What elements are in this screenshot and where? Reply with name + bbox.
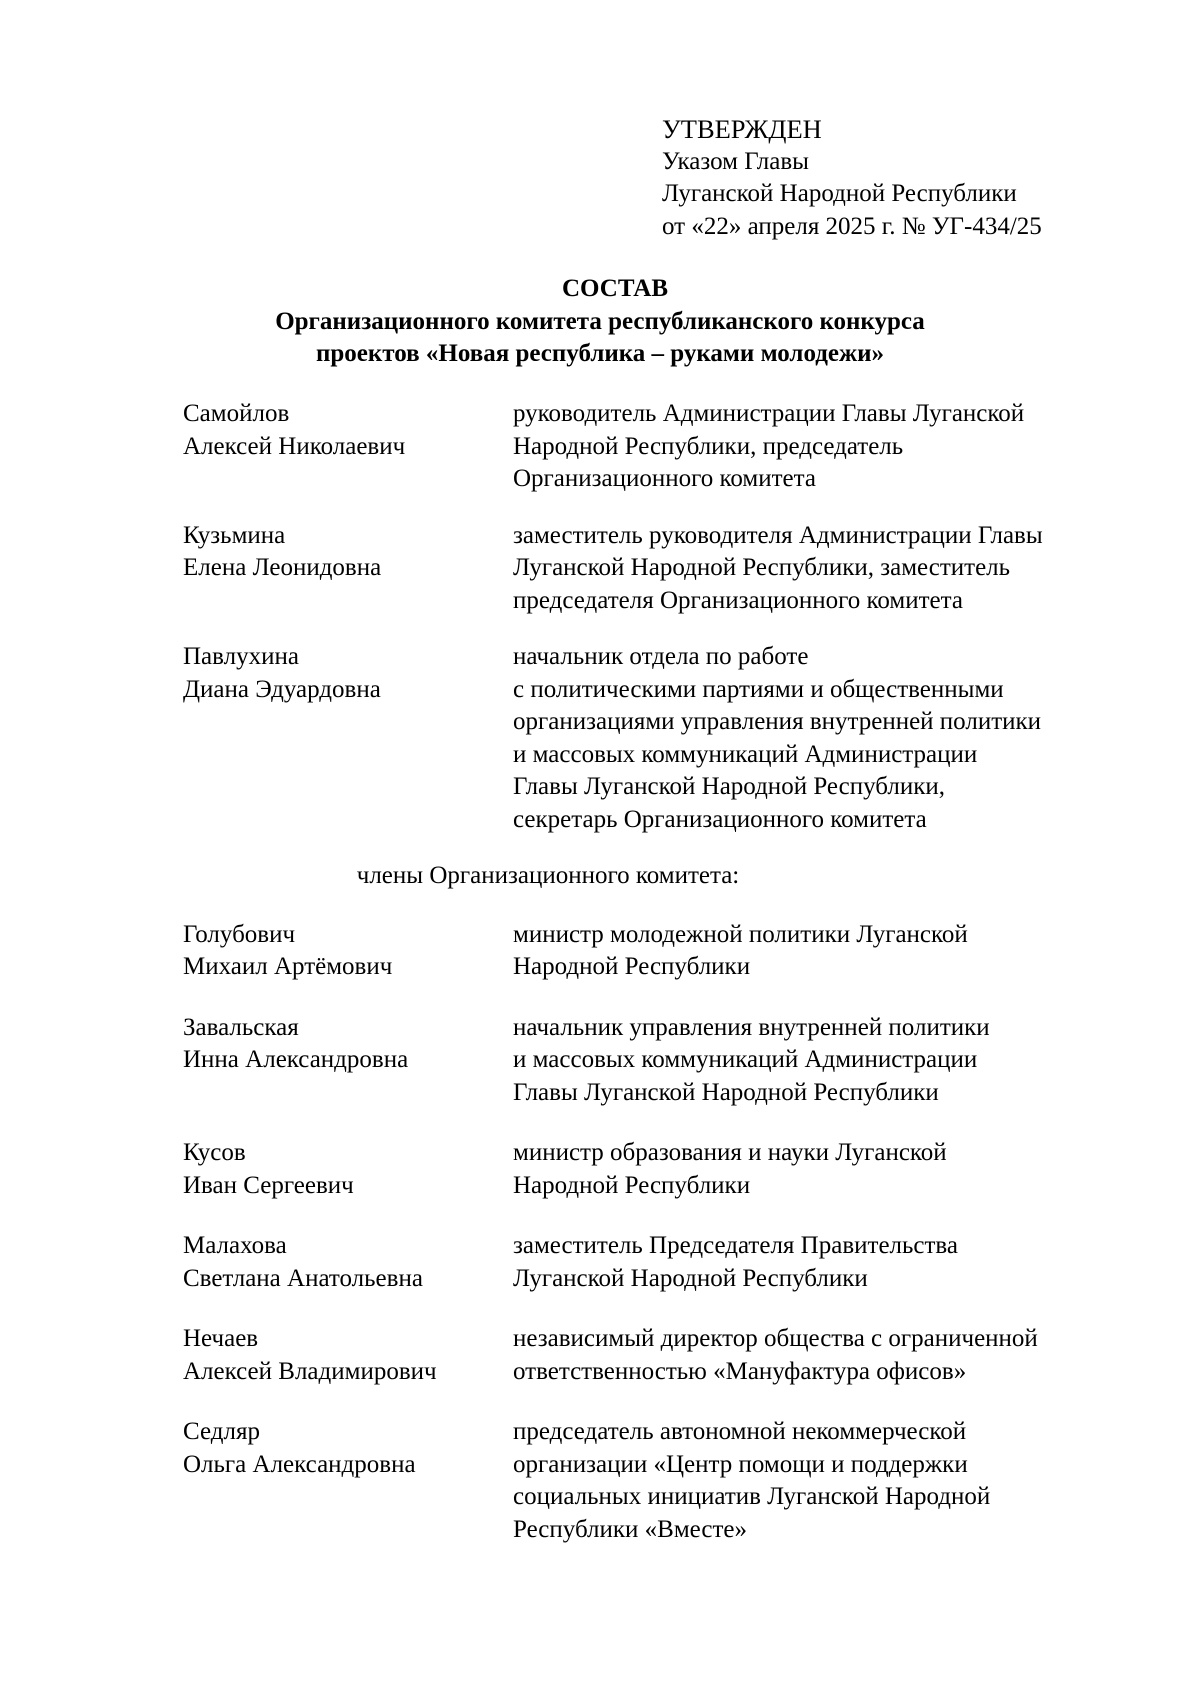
member-given-name: Инна Александровна (183, 1046, 409, 1073)
committee-member (183, 641, 1143, 836)
role-line: организации «Центр помощи и поддержки (513, 1450, 968, 1478)
approval-region: Луганской Народной Республики (662, 180, 1017, 207)
role-line: председатель автономной некоммерческой (513, 1418, 967, 1445)
member-surname: Павлухина (183, 643, 299, 670)
document-title: СОСТАВ (561, 275, 669, 302)
member-given-name: Ольга Александровна (183, 1450, 416, 1478)
member-name (183, 1137, 513, 1202)
member-surname: Самойлов (183, 400, 290, 427)
member-given-name: Алексей Владимирович (183, 1357, 437, 1385)
member-given-name: Михаил Артёмович (183, 953, 393, 980)
member-surname: Кузьмина (183, 521, 286, 549)
member-surname: Нечаев (183, 1325, 259, 1352)
role-line: Народной Республики, председатель (513, 432, 904, 460)
member-name (183, 1323, 513, 1388)
approval-decree-ref: от «22» апреля 2025 г. № УГ-434/25 (662, 212, 1042, 240)
role-line: секретарь Организационного комитета (513, 805, 927, 833)
role-line: министр образования и науки Луганской (513, 1139, 947, 1166)
committee-member (183, 1230, 1143, 1295)
approval-status: УТВЕРЖДЕН (662, 114, 822, 144)
member-given-name: Диана Эдуардовна (183, 675, 381, 703)
role-line: руководитель Администрации Главы Луганской (513, 400, 1025, 427)
member-role (513, 1230, 1143, 1295)
committee-member (183, 919, 1143, 984)
member-name (183, 1416, 513, 1546)
committee-member (183, 398, 1143, 496)
role-line: Народной Республики (513, 953, 751, 980)
member-given-name: Иван Сергеевич (183, 1171, 354, 1199)
role-line: и массовых коммуникаций Администрации (513, 740, 978, 768)
role-line: с политическими партиями и общественными (513, 675, 1004, 703)
role-line: Республики «Вместе» (513, 1515, 747, 1543)
document-subtitle-line: проектов «Новая республика – руками молодежи» (315, 340, 885, 367)
role-line: Главы Луганской Народной Республики (513, 1078, 939, 1106)
committee-member (183, 1012, 1143, 1110)
member-name (183, 919, 513, 984)
role-line: Луганской Народной Республики (513, 1264, 868, 1292)
member-surname: Седляр (183, 1418, 260, 1445)
role-line: председателя Организационного комитета (513, 586, 963, 614)
member-surname: Завальская (183, 1013, 299, 1041)
role-line: Организационного комитета (513, 465, 816, 492)
role-line: независимый директор общества с ограниченной (513, 1325, 1038, 1352)
approval-authority: Указом Главы (662, 147, 809, 175)
member-role (513, 919, 1143, 984)
committee-member (183, 1416, 1143, 1546)
member-role (513, 1323, 1143, 1388)
member-name (183, 398, 513, 496)
document-subtitle-line: Организационного комитета республиканского конкурса (275, 307, 925, 335)
role-line: Народной Республики (513, 1171, 751, 1199)
role-line: начальник управления внутренней политики (513, 1013, 990, 1041)
role-line: заместитель Председателя Правительства (513, 1232, 959, 1259)
document-title-block (0, 273, 1200, 371)
member-name (183, 520, 513, 618)
role-line: министр молодежной политики Луганской (513, 920, 968, 948)
member-surname: Голубович (183, 920, 296, 948)
role-line: ответственностью «Мануфактура офисов» (513, 1357, 967, 1385)
member-name (183, 1230, 513, 1295)
member-surname: Кусов (183, 1139, 246, 1166)
role-line: начальник отдела по работе (513, 643, 809, 670)
approval-block (662, 113, 1162, 243)
member-given-name: Елена Леонидовна (183, 554, 382, 581)
role-line: организациями управления внутренней политики (513, 708, 1042, 735)
member-given-name: Светлана Анатольевна (183, 1264, 423, 1292)
role-line: социальных инициатив Луганской Народной (513, 1483, 991, 1510)
role-line: и массовых коммуникаций Администрации (513, 1046, 978, 1073)
member-role (513, 1137, 1143, 1202)
role-line: заместитель руководителя Администрации Главы (513, 521, 1043, 549)
members-group-heading: члены Организационного комитета: (356, 862, 740, 889)
member-surname: Малахова (183, 1232, 287, 1259)
member-role (513, 520, 1143, 618)
member-given-name: Алексей Николаевич (183, 432, 406, 460)
member-name (183, 1012, 513, 1110)
committee-member (183, 520, 1143, 618)
committee-list (183, 398, 1143, 1546)
member-name (183, 641, 513, 836)
role-line: Луганской Народной Республики, заместитель (513, 554, 1011, 581)
member-role (513, 1416, 1143, 1546)
member-role (513, 398, 1143, 496)
member-role (513, 641, 1143, 836)
role-line: Главы Луганской Народной Республики, (513, 773, 945, 800)
committee-member (183, 1137, 1143, 1202)
member-role (513, 1012, 1143, 1110)
committee-member (183, 1323, 1143, 1388)
